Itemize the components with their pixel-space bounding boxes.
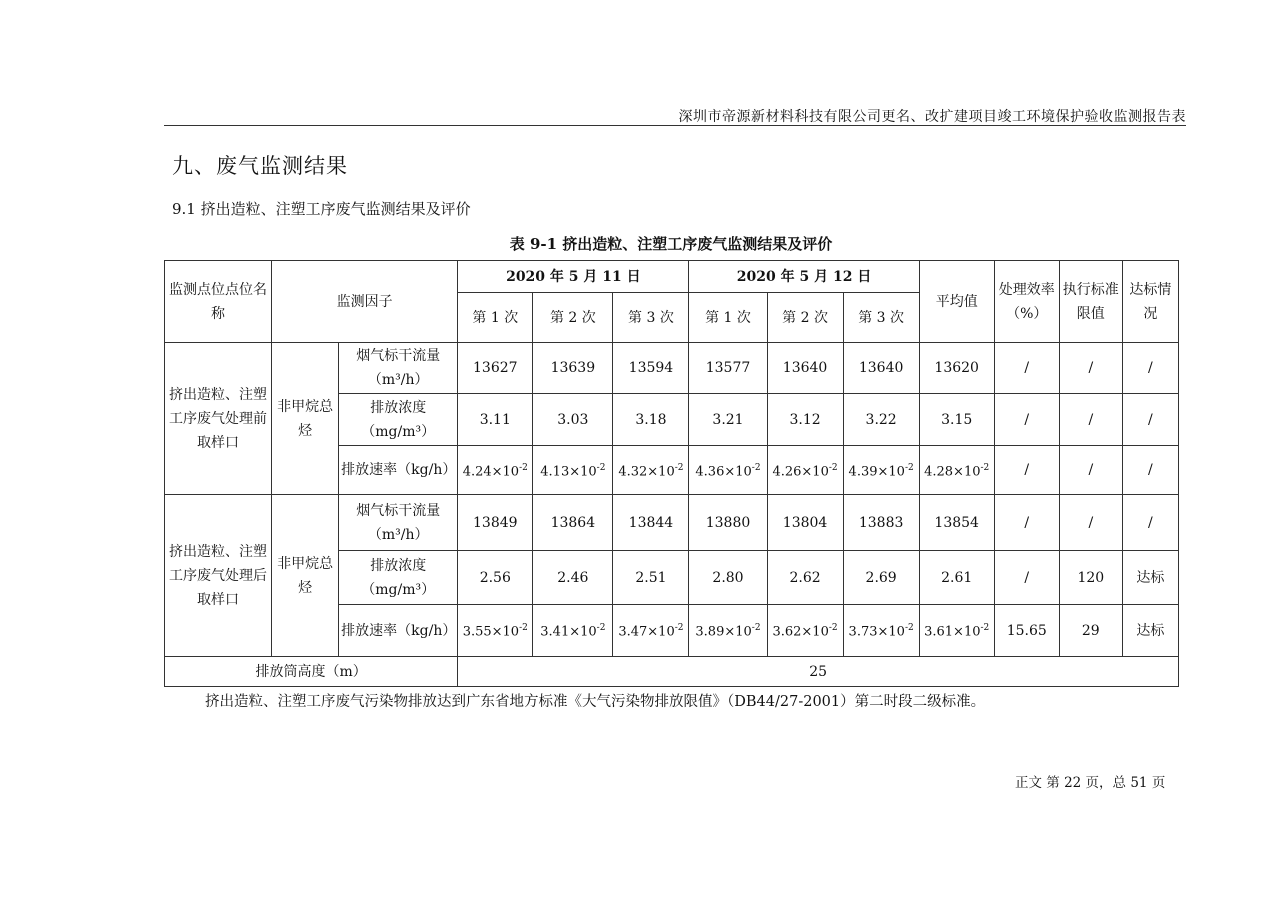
monitoring-item: 排放速率（kg/h）	[339, 446, 458, 495]
monitoring-item: 排放浓度（mg/m³）	[339, 551, 458, 605]
measurement-value: $3.41\times 10^{-2}$	[533, 605, 613, 657]
measurement-value: $3.55\times 10^{-2}$	[458, 605, 533, 657]
compliance-value: /	[1122, 446, 1178, 495]
measurement-value: 13577	[689, 343, 767, 394]
measurement-value: 2.46	[533, 551, 613, 605]
efficiency-value: /	[994, 446, 1059, 495]
header-run-3: 第 3 次	[843, 293, 919, 343]
monitoring-results-table	[164, 260, 1179, 687]
pollutant-name: 非甲烷总烃	[272, 343, 339, 495]
header-run-1: 第 1 次	[689, 293, 767, 343]
table-caption: 表 9-1 挤出造粒、注塑工序废气监测结果及评价	[509, 235, 833, 253]
compliance-value: 达标	[1122, 605, 1178, 657]
measurement-value: 3.18	[613, 394, 689, 446]
measurement-value: 2.51	[613, 551, 689, 605]
measurement-value: 13844	[613, 495, 689, 551]
compliance-value: /	[1122, 343, 1178, 394]
header-run-2: 第 2 次	[767, 293, 843, 343]
measurement-value: 13640	[843, 343, 919, 394]
measurement-value: $4.39\times 10^{-2}$	[843, 446, 919, 495]
efficiency-value: /	[994, 394, 1059, 446]
average-value: 13854	[919, 495, 994, 551]
average-value: $3.61\times 10^{-2}$	[919, 605, 994, 657]
measurement-value: 2.69	[843, 551, 919, 605]
header-average: 平均值	[919, 261, 994, 343]
monitoring-item: 烟气标干流量（m³/h）	[339, 343, 458, 394]
measurement-value: $4.24\times 10^{-2}$	[458, 446, 533, 495]
subsection-title: 9.1 挤出造粒、注塑工序废气监测结果及评价	[172, 200, 471, 218]
header-row-dates	[165, 261, 1179, 293]
header-standard-limit: 执行标准限值	[1059, 261, 1122, 343]
standard-limit-value: /	[1059, 394, 1122, 446]
standard-limit-value: /	[1059, 446, 1122, 495]
table-row	[165, 343, 1179, 394]
monitoring-item: 烟气标干流量（m³/h）	[339, 495, 458, 551]
stack-height-row	[165, 657, 1179, 687]
stack-height-label: 排放筒高度（m）	[165, 657, 458, 687]
header-efficiency: 处理效率（%）	[994, 261, 1059, 343]
compliance-value: /	[1122, 394, 1178, 446]
efficiency-value: /	[994, 495, 1059, 551]
measurement-value: 13627	[458, 343, 533, 394]
header-point-name: 监测点位点位名称	[165, 261, 272, 343]
report-header-title: 深圳市帝源新材料科技有限公司更名、改扩建项目竣工环境保护验收监测报告表	[678, 109, 1186, 125]
header-factor: 监测因子	[272, 261, 458, 343]
measurement-value: 3.11	[458, 394, 533, 446]
measurement-value: 13594	[613, 343, 689, 394]
header-divider	[164, 125, 1186, 126]
measurement-value: 2.80	[689, 551, 767, 605]
monitoring-item: 排放浓度（mg/m³）	[339, 394, 458, 446]
compliance-value: 达标	[1122, 551, 1178, 605]
header-run-2: 第 2 次	[533, 293, 613, 343]
average-value: 3.15	[919, 394, 994, 446]
average-value: $4.28\times 10^{-2}$	[919, 446, 994, 495]
pollutant-name: 非甲烷总烃	[272, 495, 339, 657]
monitoring-item: 排放速率（kg/h）	[339, 605, 458, 657]
measurement-value: 3.22	[843, 394, 919, 446]
measurement-value: $3.47\times 10^{-2}$	[613, 605, 689, 657]
standard-limit-value: /	[1059, 495, 1122, 551]
measurement-value: $3.73\times 10^{-2}$	[843, 605, 919, 657]
compliance-value: /	[1122, 495, 1178, 551]
stack-height-value: 25	[458, 657, 1179, 687]
measurement-value: 3.03	[533, 394, 613, 446]
measurement-value: 13640	[767, 343, 843, 394]
conclusion-note: 挤出造粒、注塑工序废气污染物排放达到广东省地方标准《大气污染物排放限值》（DB44/27-2001）第二时段二级标准。	[205, 694, 986, 710]
header-run-1: 第 1 次	[458, 293, 533, 343]
standard-limit-value: 29	[1059, 605, 1122, 657]
measurement-value: 3.21	[689, 394, 767, 446]
efficiency-value: /	[994, 551, 1059, 605]
measurement-value: 13849	[458, 495, 533, 551]
sampling-point: 挤出造粒、注塑工序废气处理前取样口	[165, 343, 272, 495]
measurement-value: $4.26\times 10^{-2}$	[767, 446, 843, 495]
measurement-value: 3.12	[767, 394, 843, 446]
header-date-2: 2020 年 5 月 12 日	[689, 261, 919, 293]
measurement-value: 13639	[533, 343, 613, 394]
table-body	[165, 343, 1179, 657]
sampling-point: 挤出造粒、注塑工序废气处理后取样口	[165, 495, 272, 657]
measurement-value: 2.56	[458, 551, 533, 605]
measurement-value: $4.13\times 10^{-2}$	[533, 446, 613, 495]
efficiency-value: /	[994, 343, 1059, 394]
standard-limit-value: 120	[1059, 551, 1122, 605]
header-compliance: 达标情况	[1122, 261, 1178, 343]
table-row	[165, 495, 1179, 551]
measurement-value: 13864	[533, 495, 613, 551]
measurement-value: $3.89\times 10^{-2}$	[689, 605, 767, 657]
measurement-value: 13883	[843, 495, 919, 551]
header-run-3: 第 3 次	[613, 293, 689, 343]
measurement-value: $4.32\times 10^{-2}$	[613, 446, 689, 495]
section-title: 九、废气监测结果	[172, 154, 348, 178]
efficiency-value: 15.65	[994, 605, 1059, 657]
measurement-value: $4.36\times 10^{-2}$	[689, 446, 767, 495]
measurement-value: 13804	[767, 495, 843, 551]
average-value: 13620	[919, 343, 994, 394]
measurement-value: $3.62\times 10^{-2}$	[767, 605, 843, 657]
page-number: 正文 第 22 页，总 51 页	[1015, 775, 1166, 791]
average-value: 2.61	[919, 551, 994, 605]
measurement-value: 13880	[689, 495, 767, 551]
standard-limit-value: /	[1059, 343, 1122, 394]
measurement-value: 2.62	[767, 551, 843, 605]
header-date-1: 2020 年 5 月 11 日	[458, 261, 689, 293]
